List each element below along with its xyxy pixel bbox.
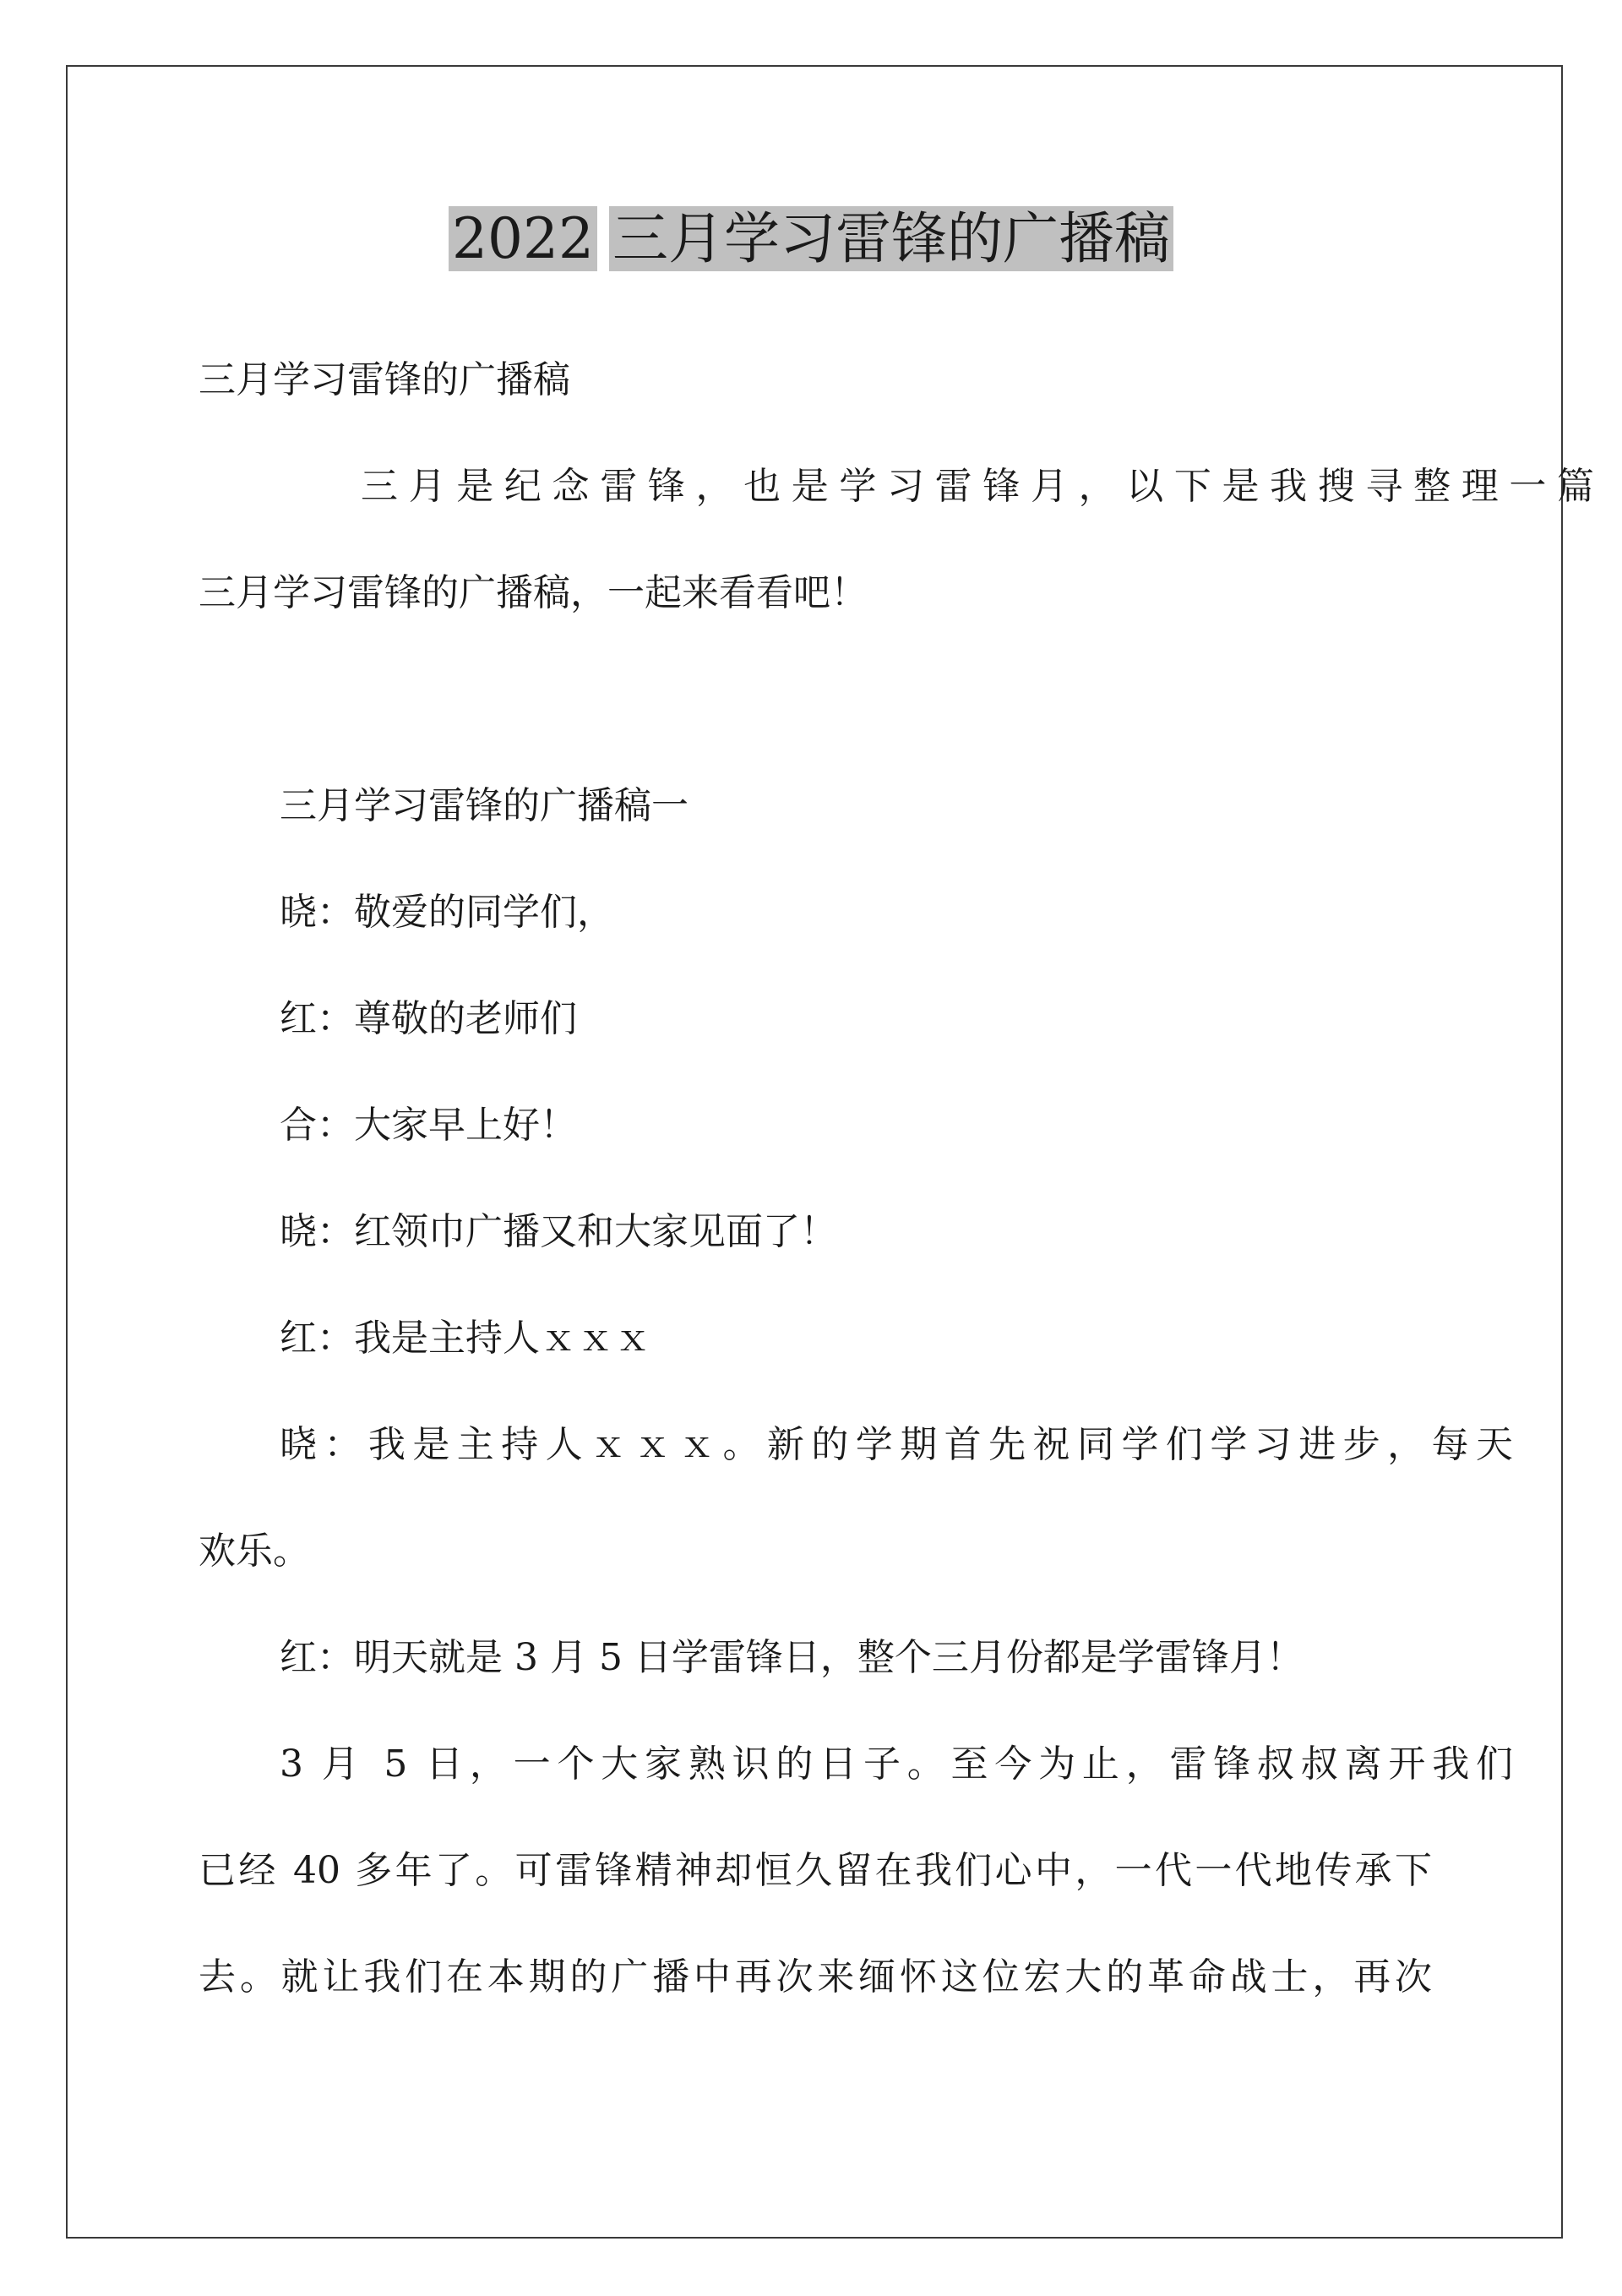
- dialogue-line: 晓：敬爱的同学们，: [280, 891, 614, 934]
- paragraph-line: 已经 40 多年了。可雷锋精神却恒久留在我们心中，一代一代地传承下: [199, 1849, 1432, 1892]
- dialogue-line: 晓：红领巾广播又和大家见面了！: [280, 1210, 837, 1253]
- dialogue-line: 合：大家早上好！: [280, 1104, 577, 1147]
- section-heading: 三月学习雷锋的广播稿一: [280, 784, 689, 827]
- dialogue-line: 红：尊敬的老师们: [280, 997, 577, 1040]
- paragraph-line: 去。就让我们在本期的广播中再次来缅怀这位宏大的革命战士，再次: [199, 1955, 1432, 1999]
- paragraph-line: 3 月 5 日，一个大家熟识的日子。至今为止，雷锋叔叔离开我们: [280, 1742, 1513, 1786]
- dialogue-line: 欢乐。: [199, 1530, 310, 1573]
- title-year: 2022: [449, 206, 597, 271]
- document-title: [0, 201, 1622, 277]
- paragraph-line: 三月学习雷锋的广播稿，一起来看看吧！: [199, 571, 868, 614]
- title-text: 三月学习雷锋的广播稿: [609, 206, 1173, 271]
- dialogue-line: 红：我是主持人ｘｘｘ: [280, 1317, 651, 1360]
- dialogue-line: 晓：我是主持人ｘｘｘ。新的学期首先祝同学们学习进步，每天: [280, 1423, 1513, 1466]
- paragraph-line: 三月是纪念雷锋，也是学习雷锋月，以下是我搜寻整理一篇: [361, 465, 1594, 508]
- subtitle-line: 三月学习雷锋的广播稿: [199, 358, 570, 401]
- dialogue-line: 红：明天就是 3 月 5 日学雷锋日，整个三月份都是学雷锋月！: [280, 1636, 1304, 1679]
